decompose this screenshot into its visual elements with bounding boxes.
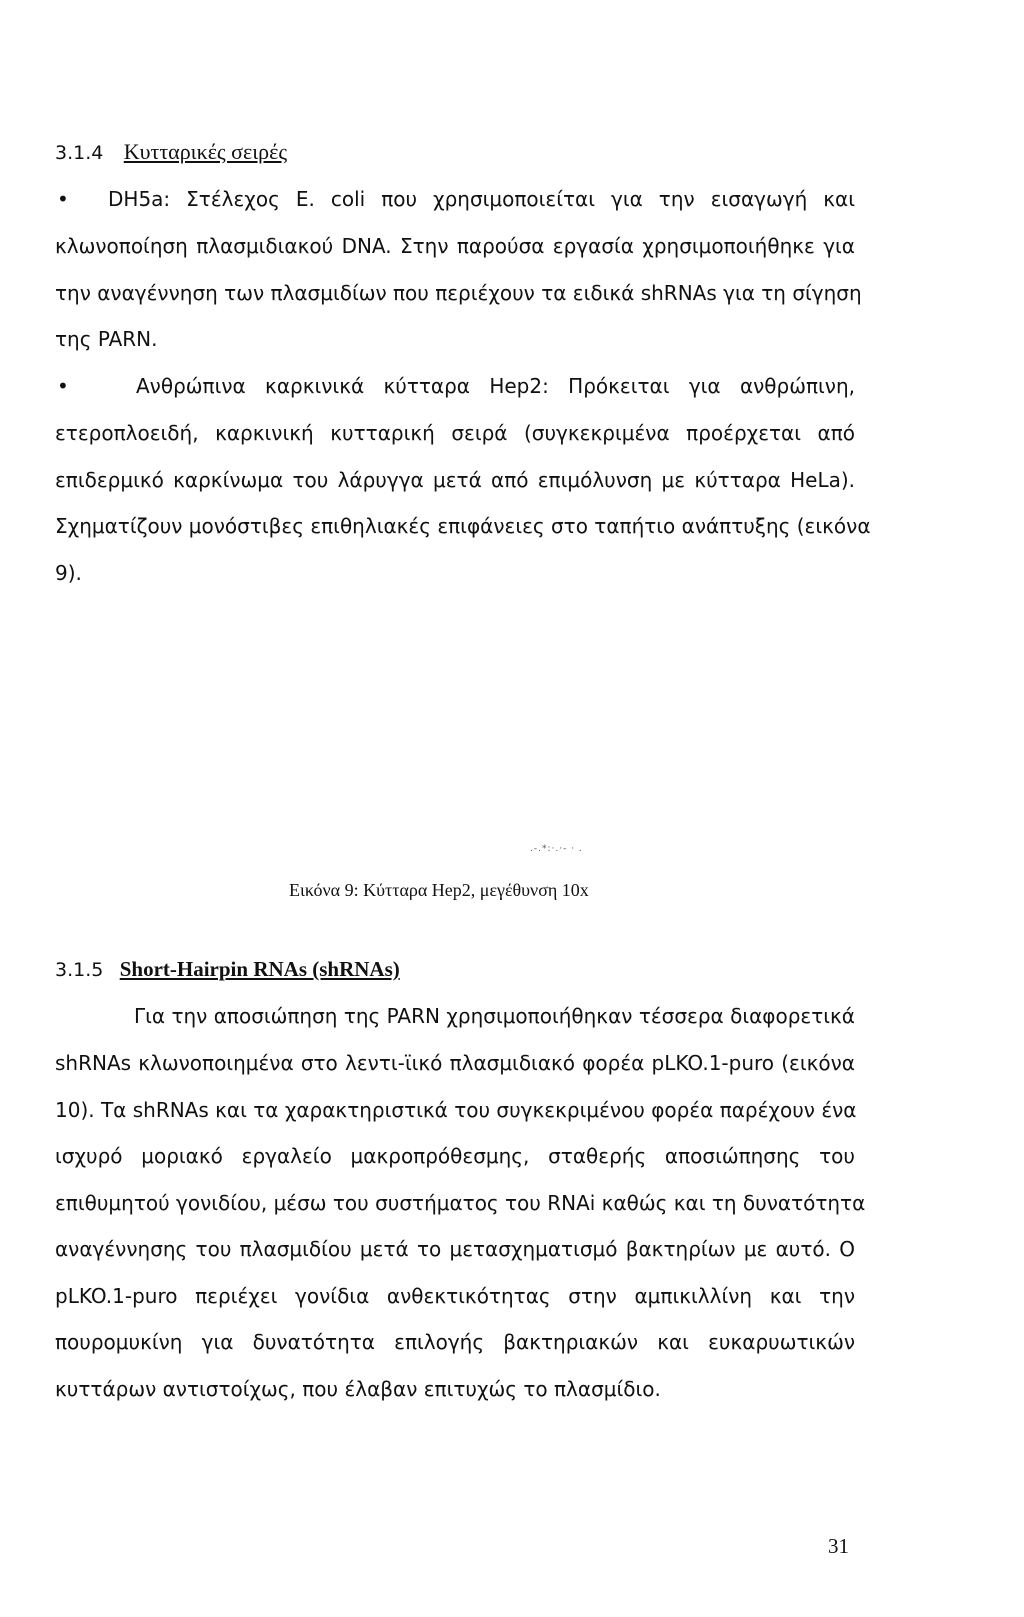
paragraph-line: Για την αποσιώπηση της PARN χρησιμοποιήθηκαν τέσσερα διαφορετικά [134, 1004, 855, 1028]
paragraph-line: επιθυμητού γονιδίου, μέσω του συστήματος του RNAi καθώς και τη δυνατότητα [55, 1191, 866, 1215]
section-title: Κυτταρικές σειρές [123, 139, 288, 164]
bullet2-line: ετεροπλοειδή, καρκινική κυτταρική σειρά (συγκεκριμένα προέρχεται από [55, 421, 855, 445]
paragraph-line: ισχυρό μοριακό εργαλείο μακροπρόθεσμης, σταθερής αποσιώπησης του [55, 1144, 855, 1168]
bullet1-line: της PARN. [55, 327, 158, 351]
page-number: 31 [828, 1534, 849, 1558]
paragraph-line: αναγέννησης του πλασμιδίου μετά το μετασχηματισμό βακτηρίων με αυτό. Ο [55, 1237, 855, 1261]
section-number: 3.1.5 [55, 959, 104, 981]
paragraph-line: pLKO.1-puro περιέχει γονίδια ανθεκτικότητας στην αμπικιλλίνη και την [55, 1284, 855, 1308]
bullet2-line: επιδερμικό καρκίνωμα του λάρυγγα μετά από επιμόλυνση με κύτταρα HeLa). [55, 468, 855, 492]
section-heading-shrnas [55, 956, 400, 983]
figure-image-remnant: .-.*:·.·- · . [530, 844, 583, 854]
section-title: Short-Hairpin RNAs (shRNAs) [119, 957, 400, 981]
bullet2-line: Σχηματίζουν μονόστιβες επιθηλιακές επιφάνειες στο ταπήτιο ανάπτυξης (εικόνα [55, 514, 871, 538]
paragraph-line: κυττάρων αντιστοίχως, που έλαβαν επιτυχώς το πλασμίδιο. [55, 1377, 661, 1401]
bullet2-line: Ανθρώπινα καρκινικά κύτταρα Hep2: Πρόκειται για ανθρώπινη, [136, 374, 855, 398]
bullet2-line: 9). [55, 561, 82, 585]
paragraph-line: πουρομυκίνη για δυνατότητα επιλογής βακτηριακών και ευκαρυωτικών [55, 1330, 855, 1354]
bullet1-line: την αναγέννηση των πλασμιδίων που περιέχουν τα ειδικά shRNAs για τη σίγηση [55, 281, 862, 305]
section-number: 3.1.4 [55, 142, 104, 164]
bullet1-line: κλωνοποίηση πλασμιδιακού DNA. Στην παρούσα εργασία χρησιμοποιήθηκε για [55, 234, 855, 258]
bullet-marker: • [57, 374, 69, 398]
section-heading-cell-lines [55, 139, 287, 166]
paragraph-line: shRNAs κλωνοποιημένα στο λεντι-ϊικό πλασμιδιακό φορέα pLKO.1-puro (εικόνα [55, 1051, 855, 1075]
figure-caption: Εικόνα 9: Κύτταρα Hep2, μεγέθυνση 10x [289, 880, 589, 900]
bullet1-line: DH5a: Στέλεχος E. coli που χρησιμοποιείται για την εισαγωγή και [108, 187, 855, 211]
paragraph-line: 10). Τα shRNAs και τα χαρακτηριστικά του συγκεκριμένου φορέα παρέχουν ένα [55, 1098, 857, 1122]
bullet-marker: • [57, 187, 69, 211]
